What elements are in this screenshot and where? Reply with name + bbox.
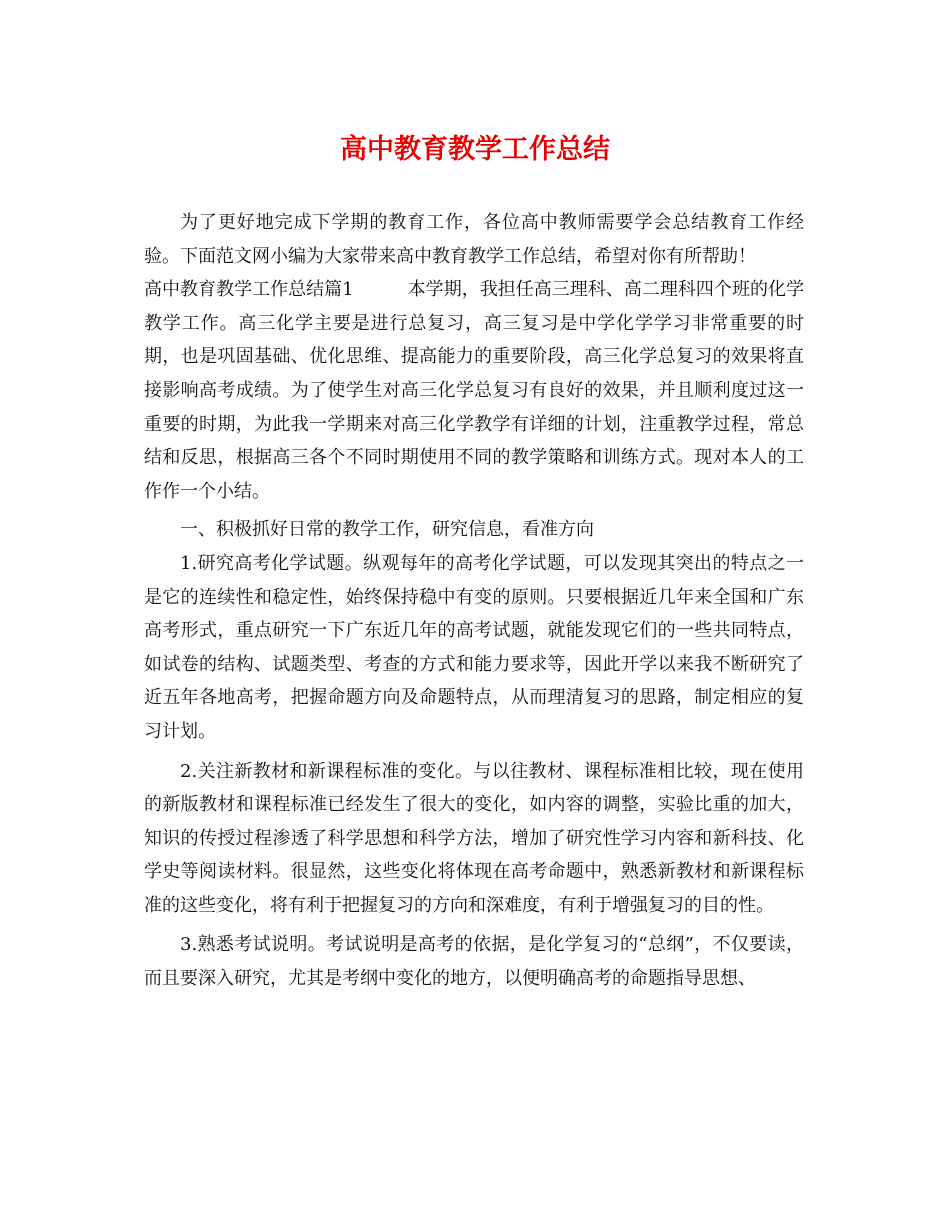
- item-2-paragraph: 2.关注新教材和新课程标准的变化。与以往教材、课程标准相比较，现在使用的新版教材和课程标准已经发生了很大的变化，如内容的调整，实验比重的加大，知识的传授过程渗透了科学思想和科学方法，增加了研究性学习内容和新科技、化学史等阅读材料。很显然，这些变化将体现在高考命题中，熟悉新教材和新课程标准的这些变化，将有利于把握复习的方向和深难度，有利于增强复习的目的性。: [144, 760, 804, 916]
- document-body: [144, 206, 804, 996]
- section-label: 高中教育教学工作总结篇1: [144, 279, 354, 301]
- intro-paragraph: 为了更好地完成下学期的教育工作，各位高中教师需要学会总结教育工作经验。下面范文网小编为大家带来高中教育教学工作总结，希望对你有所帮助！: [144, 212, 804, 267]
- section-text: 本学期，我担任高三理科、高二理科四个班的化学教学工作。高三化学主要是进行总复习，高三复习是中学化学学习非常重要的时期，也是巩固基础、优化思维、提高能力的重要阶段，高三化学总复习的效果将直接影响高考成绩。为了使学生对高三化学总复习有良好的效果，并且顺利度过这一重要的时期，为此我一学期来对高三化学教学有详细的计划，注重教学过程，常总结和反思，根据高三各个不同时期使用不同的教学策略和训练方式。现对本人的工作作一个小结。: [144, 279, 805, 502]
- item-1-paragraph: 1.研究高考化学试题。纵观每年的高考化学试题，可以发现其突出的特点之一是它的连续性和稳定性，始终保持稳中有变的原则。只要根据近几年来全国和广东高考形式，重点研究一下广东近几年的高考试题，就能发现它们的一些共同特点，如试卷的结构、试题类型、考查的方式和能力要求等，因此开学以来我不断研究了近五年各地高考，把握命题方向及命题特点，从而理清复习的思路，制定相应的复习计划。: [144, 552, 804, 742]
- heading-1: 一、积极抓好日常的教学工作，研究信息，看准方向: [180, 519, 594, 541]
- item-3-paragraph: 3.熟悉考试说明。考试说明是高考的依据，是化学复习的“总纲”，不仅要读，而且要深入研究，尤其是考纲中变化的地方，以便明确高考的命题指导思想、: [144, 934, 804, 990]
- document-title: 高中教育教学工作总结: [340, 134, 610, 165]
- section-paragraph: [144, 273, 804, 508]
